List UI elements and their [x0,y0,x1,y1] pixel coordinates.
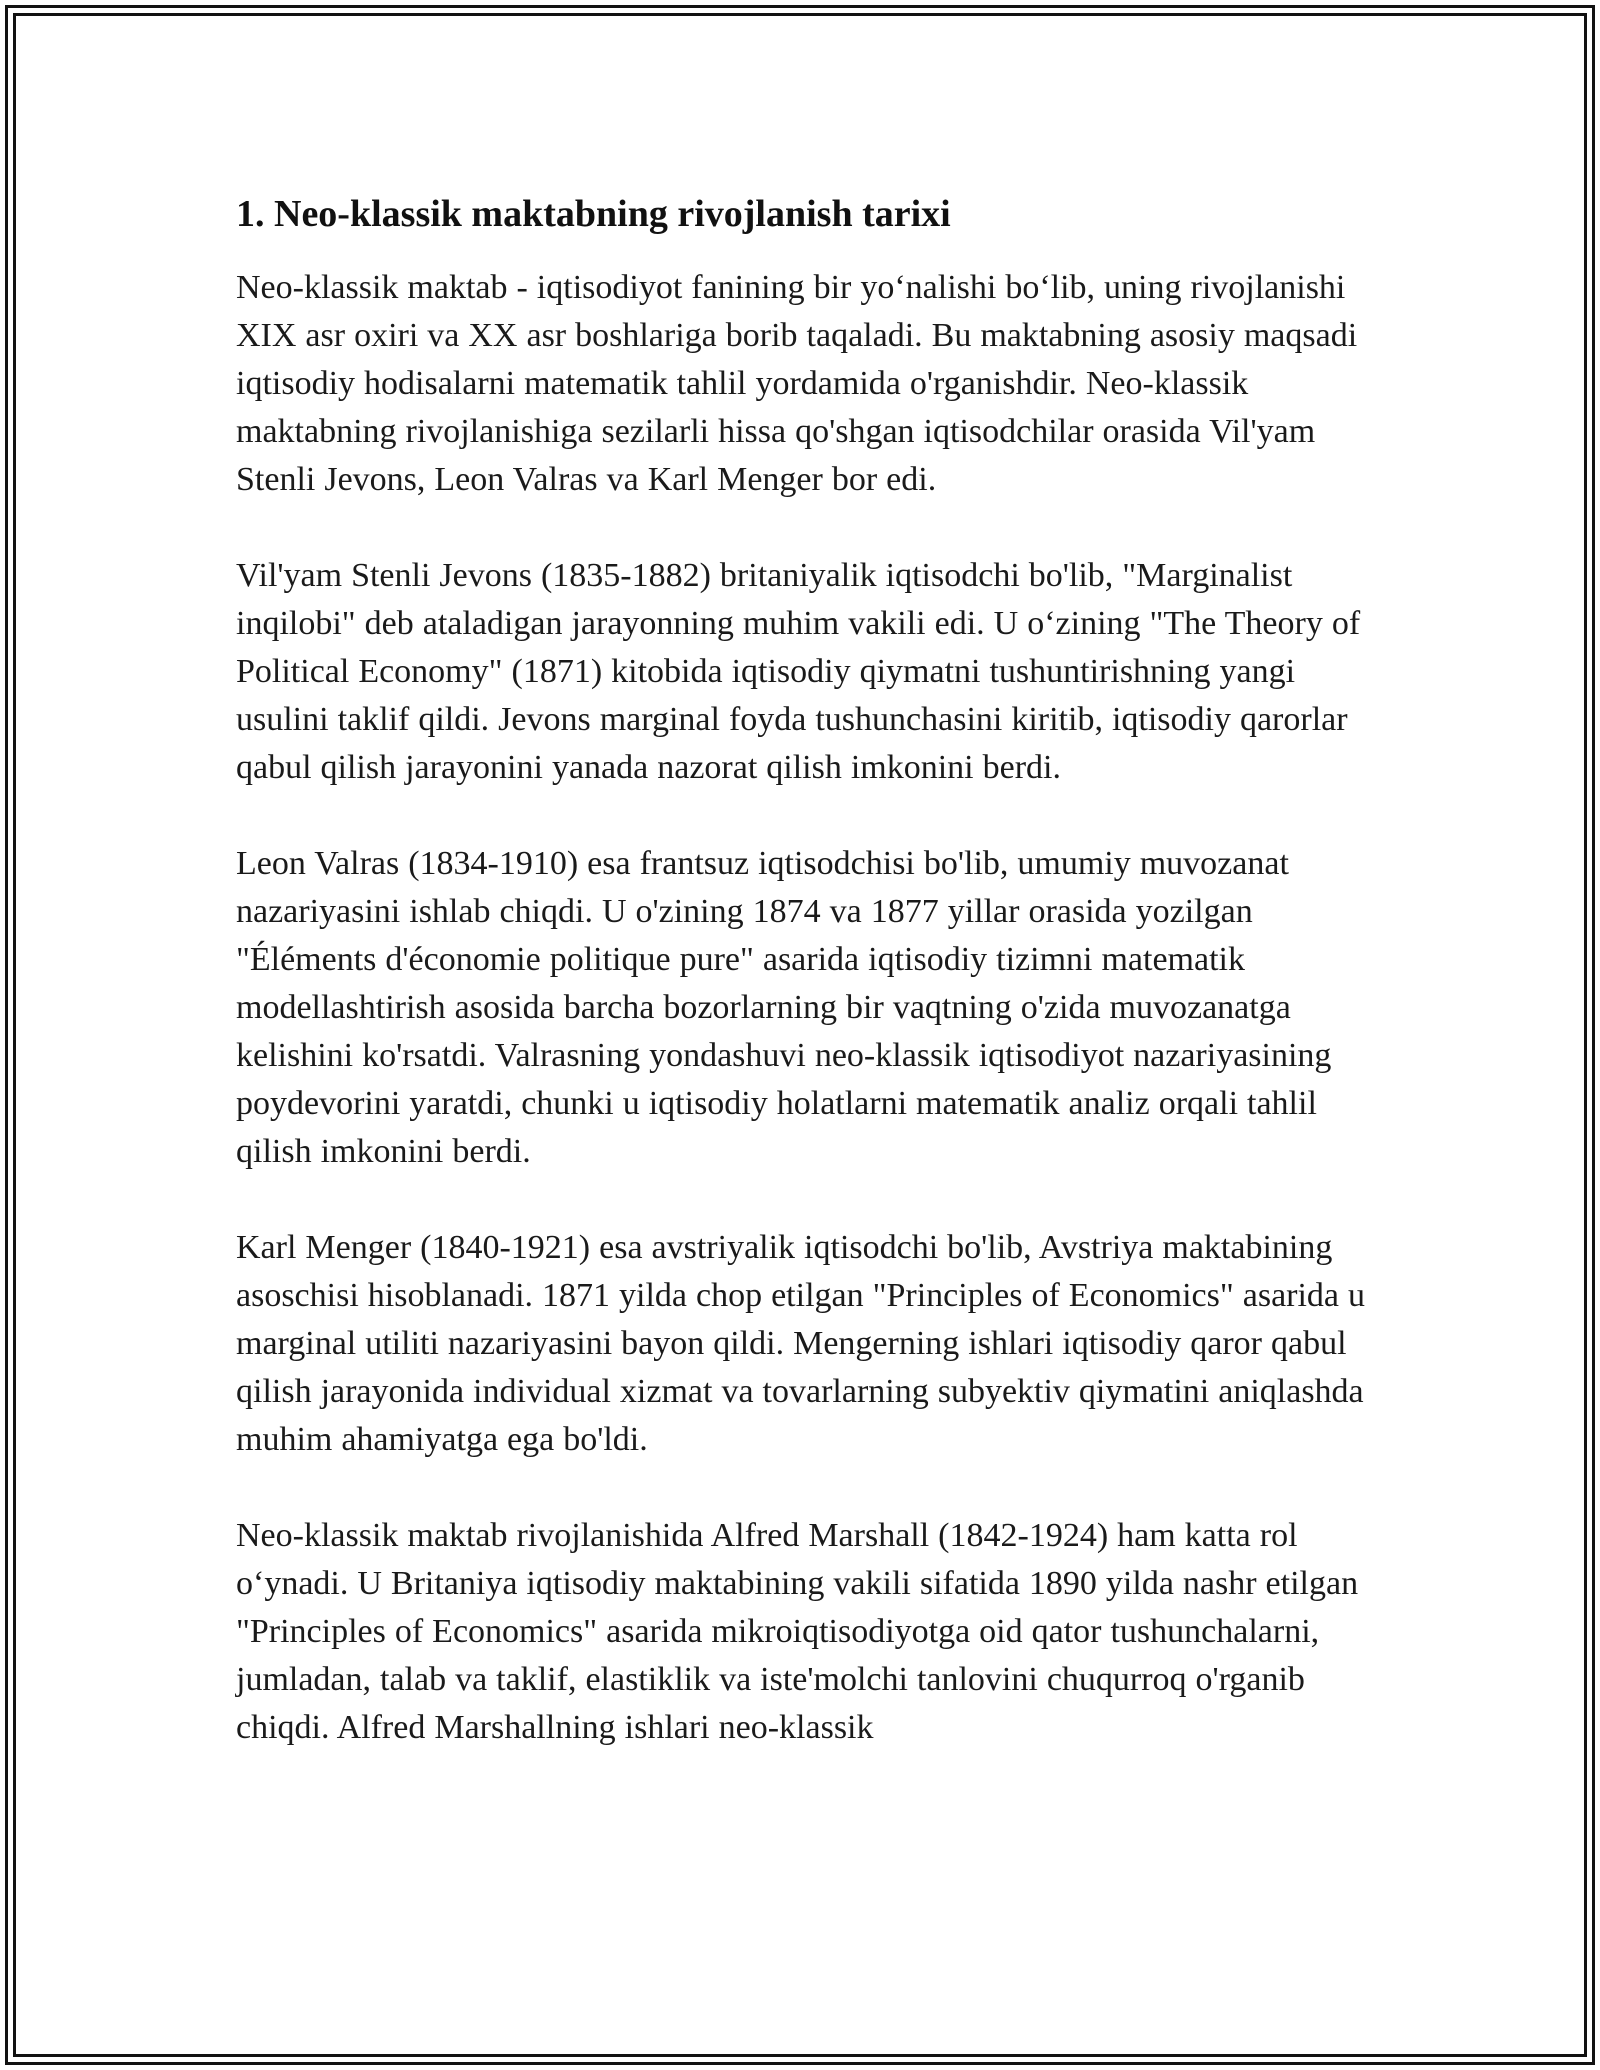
paragraph-valras: Leon Valras (1834-1910) esa frantsuz iqtisodchisi bo'lib, umumiy muvozanat nazariyasini ishlab chiqdi. U o'zining 1874 va 1877 yillar orasida yozilgan "Éléments d'économie politique pure" asarida iqtisodiy tizimni matematik modellashtirish asosida barcha bozorlarning bir vaqtning o'zida muvozanatga kelishini ko'rsatdi. Valrasning yondashuvi neo-klassik iqtisodiyot nazariyasining poydevorini yaratdi, chunki u iqtisodiy holatlarni matematik analiz orqali tahlil qilish imkonini berdi. [236,845,1332,1170]
document-body [236,188,1376,1752]
paragraph-intro: Neo-klassik maktab - iqtisodiyot fanining bir yo‘nalishi bo‘lib, uning rivojlanishi XIX asr oxiri va XX asr boshlariga borib taqaladi. Bu maktabning asosiy maqsadi iqtisodiy hodisalarni matematik tahlil yordamida o'rganishdir. Neo-klassik maktabning rivojlanishiga sezilarli hissa qo'shgan iqtisodchilar orasida Vil'yam Stenli Jevons, Leon Valras va Karl Menger bor edi. [236,269,1358,498]
paragraph-jevons: Vil'yam Stenli Jevons (1835-1882) britaniyalik iqtisodchi bo'lib, "Marginalist inqilobi" deb ataladigan jarayonning muhim vakili edi. U o‘zining "The Theory of Political Economy" (1871) kitobida iqtisodiy qiymatni tushuntirishning yangi usulini taklif qildi. Jevons marginal foyda tushunchasini kiritib, iqtisodiy qarorlar qabul qilish jarayonini yanada nazorat qilish imkonini berdi. [236,557,1361,786]
section-heading: 1. Neo-klassik maktabning rivojlanish tarixi [236,193,951,235]
paragraph-marshall: Neo-klassik maktab rivojlanishida Alfred Marshall (1842-1924) ham katta rol o‘ynadi. U Britaniya iqtisodiy maktabining vakili sifatida 1890 yilda nashr etilgan "Principles of Economics" asarida mikroiqtisodiyotga oid qator tushunchalarni, jumladan, talab va taklif, elastiklik va iste'molchi tanlovini chuqurroq o'rganib chiqdi. Alfred Marshallning ishlari neo-klassik [236,1517,1359,1746]
paragraph-menger: Karl Menger (1840-1921) esa avstriyalik iqtisodchi bo'lib, Avstriya maktabining asoschisi hisoblanadi. 1871 yilda chop etilgan "Principles of Economics" asarida u marginal utiliti nazariyasini bayon qildi. Mengerning ishlari iqtisodiy qaror qabul qilish jarayonida individual xizmat va tovarlarning subyektiv qiymatini aniqlashda muhim ahamiyatga ega bo'ldi. [236,1229,1366,1458]
